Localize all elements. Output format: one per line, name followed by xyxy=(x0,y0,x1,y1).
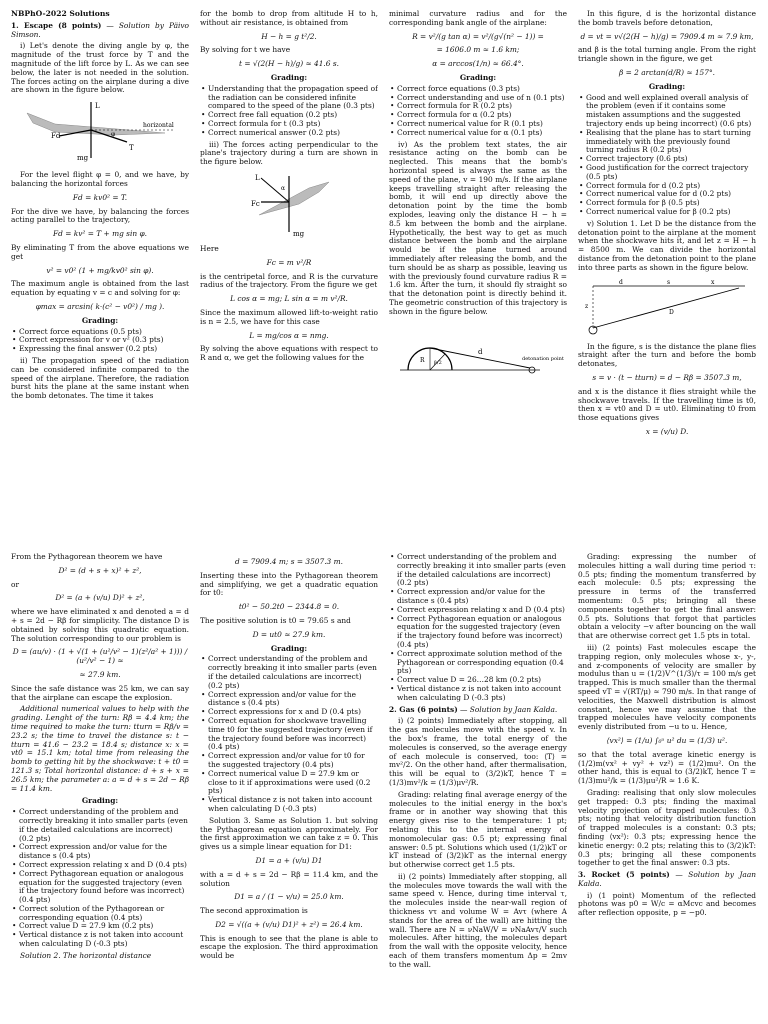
grading-item: • Understanding that the propagation speed of the radiation can be considered infinite compared to the speed of the plane (0.3 pts) xyxy=(208,85,378,111)
grading-item: • Correct formula for α (0.2 pts) xyxy=(397,111,567,120)
grading-list xyxy=(389,85,567,138)
column-1-bottom xyxy=(11,553,189,1023)
thrust-label: T xyxy=(129,144,134,153)
equation: t = √(2(H − h)/g) ≈ 41.6 s. xyxy=(239,59,339,69)
paragraph: Here xyxy=(200,243,219,253)
grading-item: • Correct numerical value for β (0.2 pts) xyxy=(586,208,756,217)
paragraph: Since the safe distance was 25 km, we can say that the airplane can escape the explosion. xyxy=(11,683,189,702)
grading-item: • Correct understanding and use of n (0.1 pts) xyxy=(397,94,567,103)
grading-heading: Grading: xyxy=(270,643,308,653)
half-angle-label: β/2 xyxy=(434,359,442,366)
equation: d = 7909.4 m; s = 3507.3 m. xyxy=(235,557,343,566)
s-label: s xyxy=(667,278,671,286)
grading-item: • Correct free fall equation (0.2 pts) xyxy=(208,111,378,120)
column-4-top xyxy=(578,10,756,545)
grading-item: • Correct expression relating x and D (0.4 pts) xyxy=(19,861,189,870)
grading-item: • Correct solution of the Pythagorean or corresponding equation (0.4 pts) xyxy=(19,905,189,923)
paragraph: Additional numerical values to help with the grading. Lenght of the turn: Rβ = 4.4 km; the time required to make the turn: tturn = Rβ/v = 23.2 s; the time to travel the distance s: t − tturn = 41.6 − 23.2 = 18.4 s; distance x: x = vt0 = 15.1 km; total time from releasing the bomb to getting hit by the shockwave: t + t0 = 121.3 s; Total horizontal distance: d + s + x = 26.5 km; the parameter a: a = d + s = 2d − Rβ = 11.4 km. xyxy=(11,704,189,793)
equation: φmax = arcsin( k·(c² − v0²) / mg ). xyxy=(35,301,165,311)
column-1-top xyxy=(11,10,189,545)
paragraph: ii) The propagation speed of the radiation can be considered infinite compared to the speed of the airplane. Therefore, the radiation burst hits the plane at the same instant when the bomb detonates. The time it takes xyxy=(11,355,189,401)
equation: β = 2 arctan(d/R) ≈ 157°. xyxy=(618,67,716,77)
grading-item: • Correct formula for t (0.3 pts) xyxy=(208,120,378,129)
problem-1-author: — Solution by Päivo Simson. xyxy=(11,20,189,39)
paragraph: By eliminating T from the above equations we get xyxy=(11,242,189,261)
equation: = 1606.0 m ≈ 1.6 km; xyxy=(436,45,520,55)
paragraph: ii) (2 points) Immediately after stopping, all the molecules move towards the wall with the same speed v. Hence, during time interval τ, the molecules inside the near-wall region of thickness vτ and volume W = Avτ (where A stands for the area of the wall) are hitting the wall. There are N = νNaW/V = νNaAvτ/V such molecules. After hitting, the molecules depart from the wall with the opposite velocity, hence each of them transfers momentum Δp = 2mv to the wall. xyxy=(389,871,567,969)
paragraph: so that the total average kinetic energy is (1/2)m(vx² + vy² + vz²) = (1/2)mu². On the other hand, this is equal to (3/2)kT, hence T = (1/3)mu²/k = (1/3)μu²/R ≈ 1.6 K. xyxy=(578,749,756,786)
lift-label: L xyxy=(95,102,100,111)
problem-2-title: 2. Gas (6 points) xyxy=(389,704,458,714)
paragraph: and x is the distance it flies straight while the shockwave travels. If the travelling time is t0, then x = vt0 and D = ut0. Eliminating t0 from those equations gives xyxy=(578,386,756,423)
paragraph: The second approximation is xyxy=(200,906,308,916)
problem-3-title: 3. Rocket (5 points) xyxy=(578,870,670,880)
paragraph: This is enough to see that the plane is able to escape the explosion. The third approximation would be xyxy=(200,933,378,961)
grading-item: • Correct approximate solution method of the Pythagorean or corresponding equation (0.4 pts) xyxy=(397,650,567,676)
grading-item: • Good and well explained overall analysis of the problem (even if it contains some mistaken assumptions and the suggested trajectory ends up being incorrect) (0.6 pts) xyxy=(586,94,756,129)
paragraph: iii) The forces acting perpendicular to the plane's trajectory during a turn are shown in the figure below. xyxy=(200,139,378,167)
equation: Fd = kv² = T + mg sin φ. xyxy=(53,229,147,239)
problem-3-author: — Solution by Jaan Kalda. xyxy=(578,870,756,888)
grading-heading: Grading: xyxy=(81,315,119,325)
grading-item: • Expressing the final answer (0.2 pts) xyxy=(19,345,189,354)
paragraph: Solution 2. The horizontal distance xyxy=(20,950,152,960)
paragraph: i) Let's denote the diving angle by φ, the magnitude of the trust force by T and the magnitude of the lift force by L. As we can see below, the later is not needed in the solution. The forces acting on the airplane during a dive are shown in the figure below. xyxy=(11,41,189,95)
grading-list xyxy=(11,808,189,949)
drag-label: Fd xyxy=(51,132,61,141)
grading-item: • Correct Pythagorean equation or analogous equation for the suggested trajectory (even if the trajectory found before was incorrect) (0.4 pts) xyxy=(397,615,567,650)
grading-list xyxy=(11,328,189,354)
grading-list xyxy=(578,94,756,217)
grading-item: • Correct formula for d (0.2 pts) xyxy=(586,182,756,191)
paragraph: iv) As the problem text states, the air resistance acting on the bomb can be neglected. This means that the bomb's horizontal speed is always the same as the speed of the plane, v = 190 m/s. If the airplane keeps travelling straight after releasing the bomb, it will end up directly above the detonation point by the time the bomb explodes, leaving only the distance H − h = 8.5 km between the bomb and the airplane. Hypothetically, the best way to get as much distance between the bomb and the airplane would be if the plane turned around immediately after releasing the bomb, and the turn should be as sharp as possible, leaving us with the previously found curvature radius R = 1.6 km. After the turn, it should fly straight so that the detonation point is directly behind it. The geometric construction of this trajectory is shown in the figure below. xyxy=(389,139,567,316)
equation: D² = (a + (v/u) D)² + z², xyxy=(55,593,145,603)
grading-heading: Grading: xyxy=(459,72,497,82)
turn-forces-figure xyxy=(229,170,349,242)
shockwave-figure xyxy=(579,276,755,340)
grading-item: • Correct numerical value for α (0.1 pts) xyxy=(397,129,567,138)
equation: D1 = a + (v/u) D1 xyxy=(255,855,323,865)
equation: d = vt = v√(2(H − h)/g) = 7909.4 m ≈ 7.9 km, xyxy=(580,31,754,41)
paragraph: iii) (2 points) Fast molecules escape the trapping region, only molecules whose x-, y-, and z-components of velocity are smaller by modulus than u = (1/2)V^(1/3)/τ = 100 m/s get trapped. This is much smaller than the thermal speed vT = √(RT/μ) ≈ 790 m/s. In that range of velocities, the Maxwell distribution is almost constant, hence we may assume that the trapped molecules have velocity components evenly distributed from −u to u. Hence, xyxy=(578,642,756,732)
paragraph: i) (2 points) Immediately after stopping, all the gas molecules move with the speed v. In the box's frame, the total energy of the molecules is conserved, so the average energy of each molecule is conserved, too: ⟨T⟩ = mv²/2. On the other hand, after thermalisation, this will be equal to (3/2)kT, hence T = (1/3)mv²/k = (1/3)μv²/R. xyxy=(389,716,567,787)
paragraph: The positive solution is t0 = 79.65 s and xyxy=(200,615,351,625)
equation: D = (au/v) · (1 + √(1 + (u²/v² − 1)(z²/a² + 1))) / (u²/v² − 1) ≈ xyxy=(12,647,188,666)
paragraph: Grading: relating final average energy of the molecules to the initial energy in the box's frame or in another way showing that this energy gives rise to the temperature: 1 pt; relating this to the internal energy of monomolecular gas: 0.5 pt; expressing final answer: 0.5 pt. Solutions which used (1/2)kT or kT instead of (3/2)kT as the internal energy but otherwise correct get 1.5 pts. xyxy=(389,789,567,870)
grading-item: • Correct Pythagorean equation or analogous equation for the suggested trajectory (even if the trajectory found before was incorrect) (0.4 pts) xyxy=(19,870,189,905)
detonation-label: detonation point xyxy=(522,355,564,362)
paragraph: for the bomb to drop from altitude H to h, without air resistance, is obtained from xyxy=(200,10,378,27)
bank-angle-label: α xyxy=(281,184,286,192)
paragraph: Solution 3. Same as Solution 1. but solving the Pythagorean equation approximately. For the first approximation we can take z = 0. This gives us a simple linear equation for D1: xyxy=(200,815,378,852)
z-label: z xyxy=(585,302,589,310)
grading-item: • Correct numerical value for R (0.1 pts) xyxy=(397,120,567,129)
equation: L cos α = mg; L sin α = m v²/R. xyxy=(230,294,348,304)
grading-item: • Vertical distance z is not taken into account when calculating D (-0.3 pts) xyxy=(19,931,189,949)
paragraph: In this figure, d is the horizontal distance the bomb travels before detonation, xyxy=(578,10,756,27)
grading-item: • Correct expressions for x and D (0.4 pts) xyxy=(208,708,378,717)
grading-item: • Vertical distance z is not taken into account when calculating D (-0.3 pts) xyxy=(397,685,567,703)
grading-item: • Correct formula for β (0.5 pts) xyxy=(586,199,756,208)
paragraph: By solving for t we have xyxy=(200,45,291,55)
paragraph: From the Pythagorean theorem we have xyxy=(11,553,163,561)
grading-item: • Correct understanding of the problem and correctly breaking it into smaller parts (even if the detailed calculations are incorrect) (0.2 pts) xyxy=(208,655,378,690)
weight-label: mg xyxy=(293,229,305,238)
equation: H − h = g t²/2. xyxy=(261,31,317,41)
x-label: x xyxy=(711,278,715,286)
paragraph: The maximum angle is obtained from the last equation by equating v = c and solving for φ: xyxy=(11,279,189,298)
grading-item: • Correct expression for v or v² (0.3 pts) xyxy=(19,336,189,345)
equation: D2 = √((a + (v/u) D1)² + z²) = 26.4 km. xyxy=(215,919,363,929)
grading-item: • Correct expression and/or value for the distance s (0.4 pts) xyxy=(397,588,567,606)
equation: ⟨vx²⟩ = (1/u) ∫₀ᵘ u² du = (1/3) u². xyxy=(606,735,728,745)
grading-item: • Correct numerical value for d (0.2 pts) xyxy=(586,190,756,199)
grading-item: • Correct expression and/or value for the distance s (0.4 pts) xyxy=(19,843,189,861)
distance-label: d xyxy=(478,347,483,356)
column-3-bottom xyxy=(389,553,567,1023)
grading-item: • Correct numerical value D = 27.9 km or close to it if approximations were used (0.2 pts) xyxy=(208,770,378,796)
equation: R = v²/(g tan α) = v²/(g√(n² − 1)) = xyxy=(412,31,544,41)
paragraph: is the centripetal force, and R is the curvature radius of the trajectory. From the figure we get xyxy=(200,271,378,290)
equation: L = mg/cos α = nmg. xyxy=(249,330,329,340)
grading-item: • Correct expression relating x and D (0.4 pts) xyxy=(397,606,567,615)
grading-heading: Grading: xyxy=(648,81,686,91)
paragraph: Grading: realising that only slow molecules get trapped: 0.3 pts; finding the maximal velocity projection of trapped molecules: 0.3 pts; noting that velocity distribution function of trapped molecules is a constant: 0.3 pts; finding ⟨vx²⟩: 0.3 pts; expressing hence the kinetic energy: 0.2 pts; relating this to (3/2)kT: 0.3 pts; bringing all these components together to get the final answer: 0.3 pts. xyxy=(578,787,756,868)
equation: D² = (d + s + x)² + z², xyxy=(58,565,142,575)
equation: s = v · (t − tturn) = d − Rβ = 3507.3 m, xyxy=(592,372,742,382)
grading-list xyxy=(200,655,378,813)
paragraph: For the level flight φ = 0, and we have, by balancing the horizontal forces xyxy=(11,170,189,188)
angle-label: φ xyxy=(111,131,116,139)
dive-forces-figure xyxy=(15,98,185,168)
problem-2-author: — Solution by Jaan Kalda. xyxy=(457,704,558,714)
equation: D1 = a / (1 − v/u) = 25.0 km. xyxy=(234,892,344,902)
grading-item: • Good justification for the correct trajectory (0.5 pts) xyxy=(586,164,756,182)
equation: Fc = m v²/R xyxy=(266,257,312,267)
weight-label: mg xyxy=(77,154,89,163)
column-2-bottom xyxy=(200,553,378,1023)
paragraph: with a = d + s = 2d − Rβ = 11.4 km, and the solution xyxy=(200,869,378,888)
grading-item: • Correct value D = 26…28 km (0.2 pts) xyxy=(397,676,567,685)
grading-item: • Correct expression and/or value for t0 for the suggested trajectory (0.4 pts) xyxy=(208,752,378,770)
trajectory-figure xyxy=(390,320,566,382)
grading-item: • Vertical distance z is not taken into account when calculating D (-0.3 pts) xyxy=(208,796,378,814)
column-2-top xyxy=(200,10,378,545)
paragraph: Grading: expressing the number of molecules hitting a wall during time period τ: 0.5 pts; finding the momentum transferred by each molecule: 0.5 pts; expressing the pressure in terms of the transferred momentum: 0.5 pts; bringing all these components together to get the final answer: 0.5 pts. Solutions that forgot that particles obtain a velocity −v after bouncing on the wall that are otherwise correct get 1.5 pts in total. xyxy=(578,553,756,641)
equation: v² = v0² (1 + mg/kv0² sin φ). xyxy=(46,265,154,275)
grading-item: • Correct force equations (0.3 pts) xyxy=(397,85,567,94)
paragraph: i) (1 point) Momentum of the reflected photons was p0 = W/c = αMcvc and becomes after reflection opposite, p = −p0. xyxy=(578,890,756,918)
equation: ≈ 27.9 km. xyxy=(79,669,121,679)
paragraph: v) Solution 1. Let D be the distance from the detonation point to the airplane at the moment when the shockwave hits it, and let z = H − h = 8500 m. We can divide the horizontal distance from the detonation point to the plane into three parts as shown in the figure below. xyxy=(578,218,756,272)
equation: x = (v/u) D. xyxy=(645,426,689,436)
grading-item: • Correct force equations (0.5 pts) xyxy=(19,328,189,337)
equation: α = arccos(1/n) ≈ 66.4°. xyxy=(432,59,524,69)
horizontal-label: horizontal xyxy=(143,122,174,130)
grading-item: • Correct formula for R (0.2 pts) xyxy=(397,102,567,111)
column-3-top xyxy=(389,10,567,545)
d-label: d xyxy=(619,278,623,286)
grading-item: • Correct numerical answer (0.2 pts) xyxy=(208,129,378,138)
grading-item: • Correct understanding of the problem and correctly breaking it into smaller parts (even if the detailed calculations are incorrect) (0.2 pts) xyxy=(397,553,567,588)
running-header: NBPhO-2022 Solutions xyxy=(11,10,110,18)
paragraph: minimal curvature radius and for the corresponding bank angle of the airplane: xyxy=(389,10,567,27)
centripetal-label: Fc xyxy=(251,199,260,208)
equation: Fd = kv0² = T. xyxy=(72,192,128,202)
grading-item: • Correct equation for shockwave travelling time t0 for the suggested trajectory (even if the trajectory found before was incorrect) (0.4 pts) xyxy=(208,717,378,752)
paragraph: By solving the above equations with respect to R and α, we get the following values for the xyxy=(200,344,378,363)
paragraph: where we have eliminated x and denoted a = d + s = 2d − Rβ for simplicity. The distance D is obtained by solving this quadratic equation. The solution corresponding to our problem is xyxy=(11,607,189,643)
equation: D = ut0 ≈ 27.9 km. xyxy=(252,629,326,639)
grading-item: • Realising that the plane has to start turning immediately with the previously found turning radius R (0.2 pts) xyxy=(586,129,756,155)
grading-item: • Correct value D = 27.9 km (0.2 pts) xyxy=(19,922,189,931)
grading-heading: Grading: xyxy=(81,796,119,806)
grading-item: • Correct trajectory (0.6 pts) xyxy=(586,155,756,164)
grading-list xyxy=(389,553,567,703)
grading-heading: Grading: xyxy=(270,72,308,82)
paragraph: For the dive we have, by balancing the forces acting parallel to the trajectory, xyxy=(11,206,189,225)
problem-1-title: 1. Escape (8 points) xyxy=(11,20,102,30)
radius-label: R xyxy=(420,356,425,364)
column-4-bottom xyxy=(578,553,756,1023)
D-label: D xyxy=(669,308,674,316)
grading-list xyxy=(200,85,378,138)
paragraph: Since the maximum allowed lift-to-weight ratio is n = 2.5, we have for this case xyxy=(200,307,378,326)
paragraph: and β is the total turning angle. From the right triangle shown in the figure, we get xyxy=(578,45,756,64)
paragraph: Inserting these into the Pythagorean theorem and simplifying, we get a quadratic equation for t0: xyxy=(200,570,378,598)
lift-label: L xyxy=(255,173,260,182)
grading-item: • Correct understanding of the problem and correctly breaking it into smaller parts (even if the detailed calculations are incorrect) (0.2 pts) xyxy=(19,808,189,843)
paragraph: In the figure, s is the distance the plane flies straight after the turn and before the bomb detonates, xyxy=(578,341,756,369)
equation: t0² − 50.2t0 − 2344.8 = 0. xyxy=(238,602,340,612)
paragraph: or xyxy=(11,579,19,589)
grading-item: • Correct expression and/or value for the distance s (0.4 pts) xyxy=(208,691,378,709)
